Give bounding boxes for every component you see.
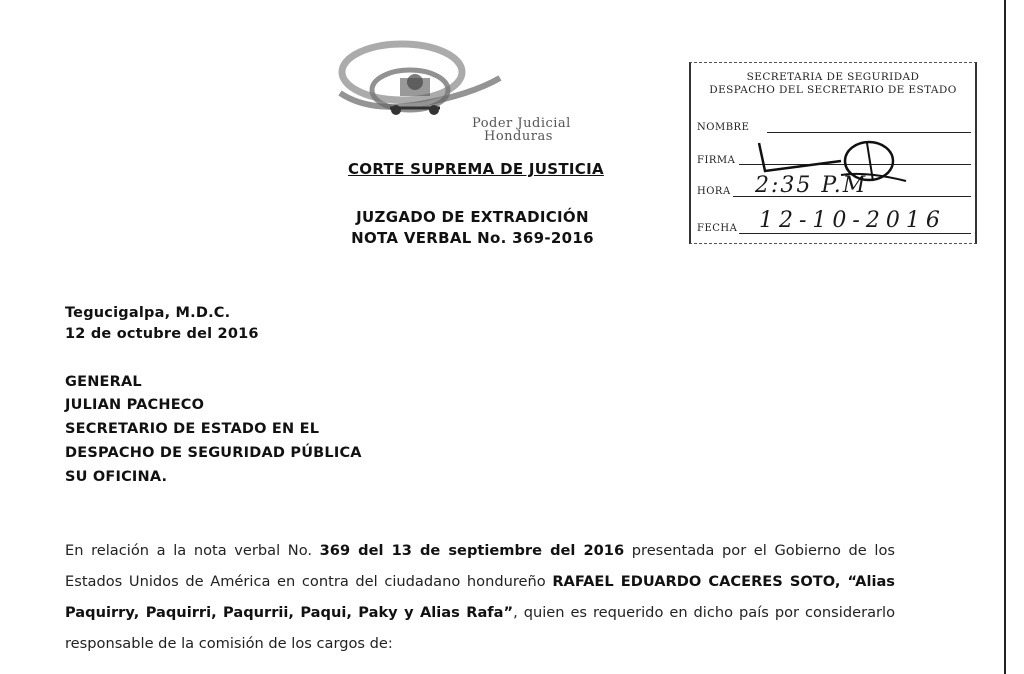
recipient-line4: DESPACHO DE SEGURIDAD PÚBLICA — [65, 445, 362, 461]
body-text-3: , quien es requerido en dicho país por considerarlo responsable de la comisión de los cargos de: — [65, 604, 896, 652]
recipient-line1: GENERAL — [65, 374, 142, 390]
body-text-2: presentada por el Gobierno de los Estados Unidos de América en contra del ciudadano hondureño — [65, 542, 895, 590]
recipient-line2: JULIAN PACHECO — [65, 397, 205, 413]
stamp-nombre-label: NOMBRE — [697, 122, 750, 133]
body-paragraph — [65, 535, 895, 659]
stamp-hora-handwritten: 2:35 P.M — [755, 173, 868, 198]
recipient-line5: SU OFICINA. — [65, 469, 168, 485]
logo-text-line1: Poder Judicial — [472, 116, 571, 131]
body-text-1: En relación a la nota verbal No. — [65, 542, 320, 559]
logo-text-line2: Honduras — [484, 129, 553, 144]
stamp-hora-label: HORA — [697, 186, 731, 197]
stamp-fecha-handwritten: 12-10-2016 — [759, 208, 946, 233]
body-bold-name: RAFAEL EDUARDO CACERES SOTO, “Alias Paquirry, Paquirri, Paqurrii, Paqui, Paky y Alias Rafa” — [65, 573, 895, 621]
page-border — [1004, 0, 1006, 674]
stamp-fecha-label: FECHA — [697, 223, 738, 234]
reception-stamp — [689, 62, 977, 244]
stamp-title-line2: DESPACHO DEL SECRETARIO DE ESTADO — [709, 84, 957, 96]
stamp-title-line1: SECRETARIA DE SEGURIDAD — [746, 71, 920, 83]
court-title: CORTE SUPREMA DE JUSTICIA — [348, 160, 604, 178]
note-number: NOTA VERBAL No. 369-2016 — [351, 229, 594, 247]
date: 12 de octubre del 2016 — [65, 326, 259, 342]
recipient-line3: SECRETARIO DE ESTADO EN EL — [65, 421, 320, 437]
body-bold-date: 369 del 13 de septiembre del 2016 — [319, 542, 625, 559]
stamp-firma-label: FIRMA — [697, 155, 736, 166]
place: Tegucigalpa, M.D.C. — [65, 305, 231, 321]
office-title: JUZGADO DE EXTRADICIÓN — [356, 208, 589, 226]
stamp-signature — [691, 63, 975, 243]
